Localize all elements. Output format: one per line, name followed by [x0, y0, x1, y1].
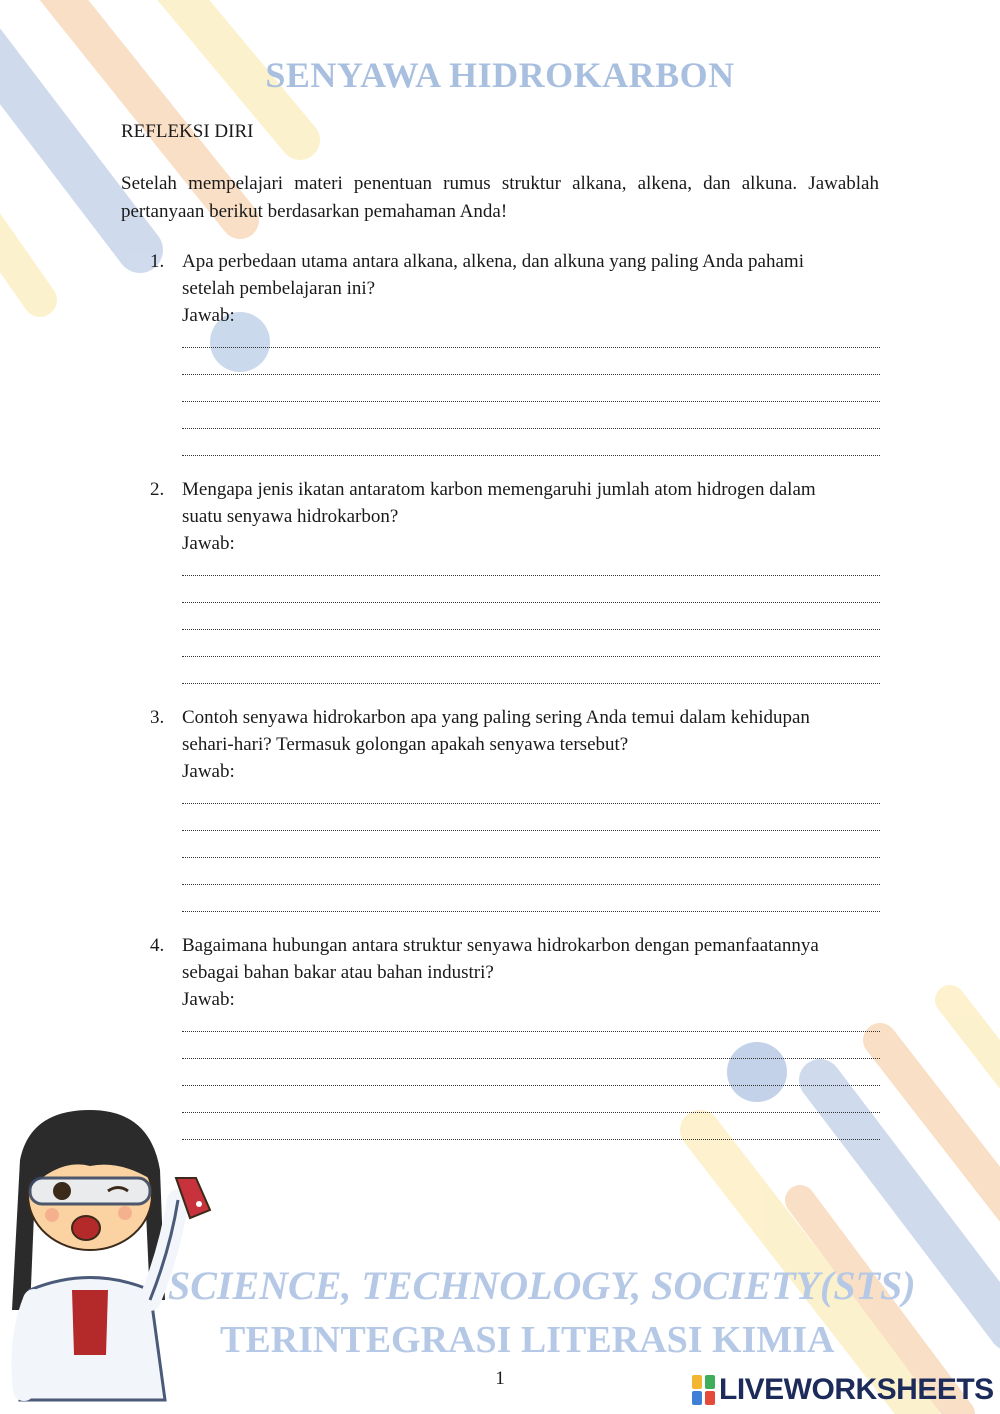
answer-line[interactable]: [182, 437, 880, 464]
answer-line[interactable]: [182, 812, 880, 839]
question-text-line1: Contoh senyawa hidrokarbon apa yang paling sering Anda temui dalam kehidupan: [182, 707, 810, 728]
question-4: [150, 932, 880, 1148]
footer-line-2: TERINTEGRASI LITERASI KIMIA: [220, 1319, 835, 1361]
answer-line[interactable]: [182, 1040, 880, 1067]
answer-area[interactable]: [182, 557, 880, 692]
question-text-line2: setelah pembelajaran ini?: [182, 278, 376, 299]
answer-line[interactable]: [182, 839, 880, 866]
answer-line[interactable]: [182, 611, 880, 638]
answer-label: Jawab:: [182, 533, 235, 554]
answer-line[interactable]: [182, 1094, 880, 1121]
answer-line[interactable]: [182, 329, 880, 356]
question-text-line1: Mengapa jenis ikatan antaratom karbon memengaruhi jumlah atom hidrogen dalam: [182, 479, 816, 500]
question-2: [150, 476, 880, 692]
footer-line-1: SCIENCE, TECHNOLOGY, SOCIETY(STS): [168, 1263, 916, 1308]
answer-line[interactable]: [182, 356, 880, 383]
answer-line[interactable]: [182, 866, 880, 893]
answer-line[interactable]: [182, 665, 880, 692]
answer-label: Jawab:: [182, 305, 235, 326]
answer-line[interactable]: [182, 1121, 880, 1148]
question-text-line2: sehari-hari? Termasuk golongan apakah senyawa tersebut?: [182, 734, 629, 755]
question-number: 1.: [150, 251, 165, 272]
question-text-line2: sebagai bahan bakar atau bahan industri?: [182, 962, 494, 983]
page-number: 1: [495, 1368, 505, 1389]
question-text-line1: Bagaimana hubungan antara struktur senyawa hidrokarbon dengan pemanfaatannya: [182, 935, 819, 956]
answer-line[interactable]: [182, 410, 880, 437]
answer-line[interactable]: [182, 1067, 880, 1094]
answer-line[interactable]: [182, 383, 880, 410]
question-number: 2.: [150, 479, 165, 500]
liveworksheets-brand[interactable]: [692, 1372, 994, 1408]
page-title: SENYAWA HIDROKARBON: [265, 55, 735, 95]
answer-label: Jawab:: [182, 989, 235, 1010]
question-number: 3.: [150, 707, 165, 728]
answer-label: Jawab:: [182, 761, 235, 782]
liveworksheets-text: LIVEWORKSHEETS: [719, 1373, 994, 1406]
answer-line[interactable]: [182, 638, 880, 665]
liveworksheets-logo-icon: [692, 1375, 716, 1405]
answer-line[interactable]: [182, 584, 880, 611]
section-label: REFLEKSI DIRI: [121, 121, 254, 142]
answer-area[interactable]: [182, 1013, 880, 1148]
question-3: [150, 704, 880, 920]
question-text-line2: suatu senyawa hidrokarbon?: [182, 506, 399, 527]
question-text-line1: Apa perbedaan utama antara alkana, alkena, dan alkuna yang paling Anda pahami: [182, 251, 804, 272]
scientist-girl-illustration: [0, 1100, 230, 1414]
answer-line[interactable]: [182, 1013, 880, 1040]
question-number: 4.: [150, 935, 165, 956]
answer-line[interactable]: [182, 557, 880, 584]
answer-line[interactable]: [182, 785, 880, 812]
question-1: [150, 248, 880, 464]
intro-paragraph: Setelah mempelajari materi penentuan rumus struktur alkana, alkena, dan alkuna. Jawablah pertanyaan berikut berdasarkan pemahaman Anda!: [121, 173, 879, 222]
answer-line[interactable]: [182, 893, 880, 920]
answer-area[interactable]: [182, 785, 880, 920]
answer-area[interactable]: [182, 329, 880, 464]
